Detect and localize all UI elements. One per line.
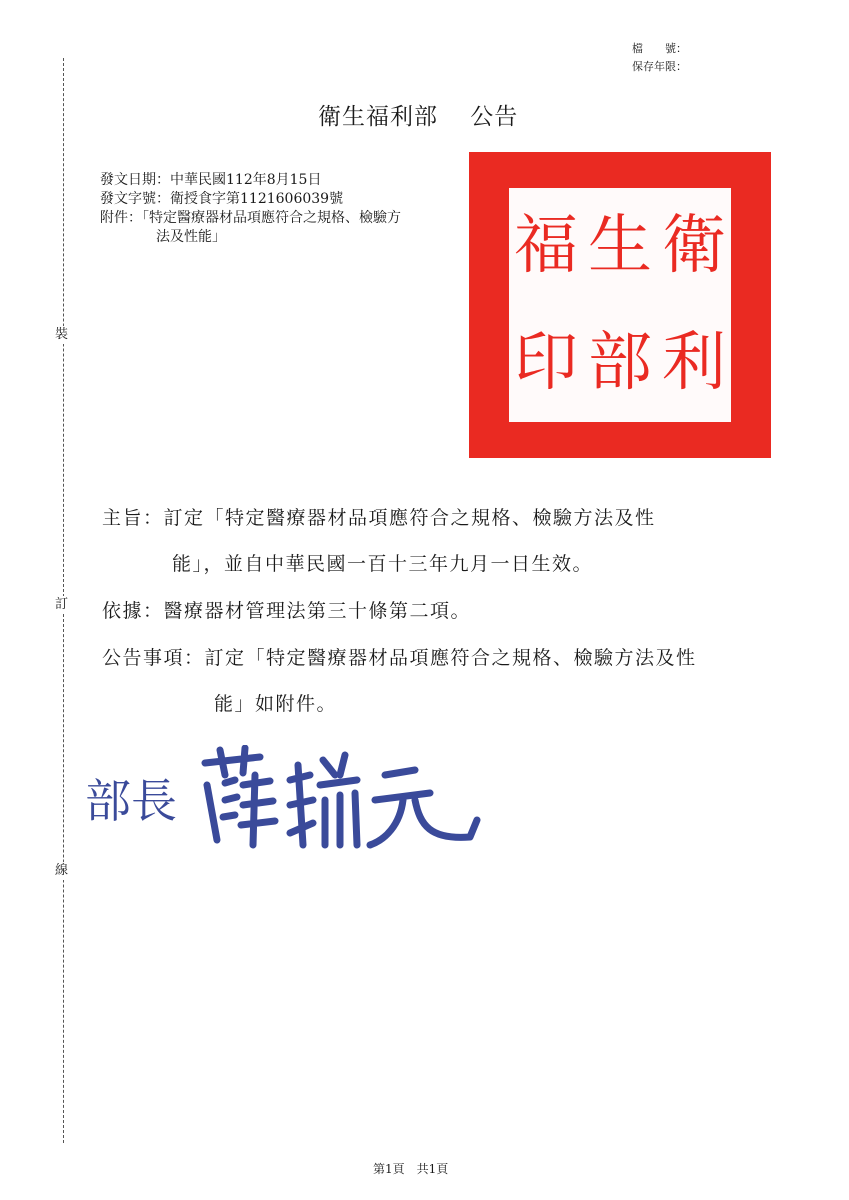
official-seal: [469, 152, 771, 458]
notice-line-2: 能」如附件。: [214, 693, 338, 715]
seal-char-0: 衛: [662, 209, 726, 283]
handwritten-signature: [85, 745, 505, 855]
binding-char-zhuang: 裝: [55, 327, 69, 342]
issue-date: 發文日期：中華民國112年8月15日: [100, 172, 322, 188]
file-number-label: 檔 號：: [632, 42, 687, 55]
binding-char-ding: 訂: [55, 597, 69, 612]
subject-line-1: 主旨：訂定「特定醫療器材品項應符合之規格、檢驗方法及性: [102, 507, 656, 529]
document-title: 衛生福利部 公告: [318, 104, 519, 130]
document-number: 發文字號：衛授食字第1121606039號: [100, 191, 344, 207]
subject-line-2: 能」，並自中華民國一百十三年九月一日生效。: [172, 553, 594, 575]
page-number: 第1頁 共1頁: [373, 1162, 449, 1176]
retention-period-label: 保存年限：: [632, 60, 687, 73]
seal-char-5: 印: [514, 326, 578, 400]
binding-char-xian: 線: [55, 863, 69, 878]
archive-info: [632, 40, 687, 76]
seal-char-4: 部: [588, 326, 652, 400]
seal-char-2: 福: [514, 209, 578, 283]
basis-line: 依據：醫療器材管理法第三十條第二項。: [102, 600, 472, 622]
seal-characters: [509, 188, 731, 422]
minister-signature: [85, 745, 505, 855]
seal-char-3: 利: [662, 326, 726, 400]
signature-title: 部長: [85, 774, 177, 828]
seal-inner-field: [509, 188, 731, 422]
document-meta: [100, 171, 401, 247]
attachment-line-2: 法及性能」: [156, 229, 226, 245]
attachment-line-1: 附件：「特定醫療器材品項應符合之規格、檢驗方: [100, 210, 401, 226]
seal-char-1: 生: [588, 209, 652, 283]
notice-line-1: 公告事項：訂定「特定醫療器材品項應符合之規格、檢驗方法及性: [102, 647, 697, 669]
